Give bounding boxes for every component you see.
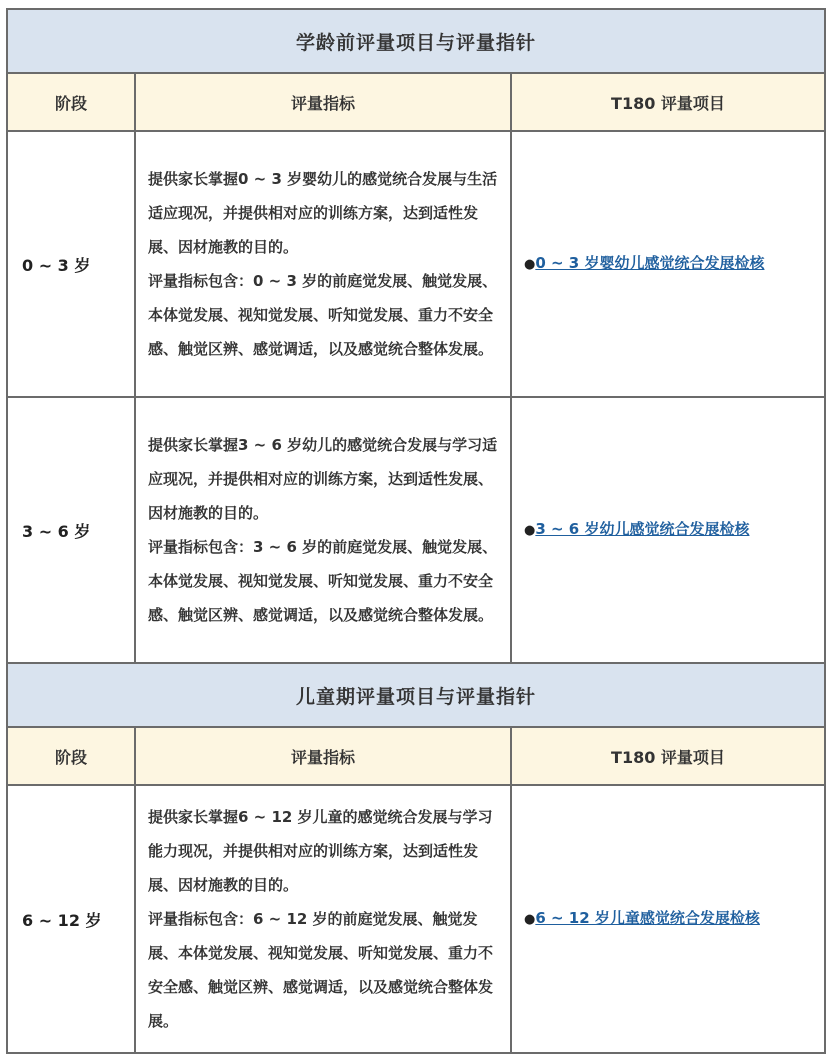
- header-project: T180 评量项目: [511, 727, 825, 785]
- table-row: [7, 131, 825, 397]
- header-stage: 阶段: [7, 73, 135, 131]
- project-cell: [511, 785, 825, 1053]
- indicator-intro: 提供家长掌握3 ~ 6 岁幼儿的感觉统合发展与学习适应现况，并提供相对应的训练方案，达到适性发展、因材施教的目的。: [148, 436, 498, 522]
- indicator-cell: [135, 131, 511, 397]
- project-link[interactable]: 6 ~ 12 岁儿童感觉统合发展检核: [535, 909, 760, 927]
- bullet-icon: ●: [524, 257, 536, 272]
- header-project: T180 评量项目: [511, 73, 825, 131]
- indicator-detail: 评量指标包含：3 ~ 6 岁的前庭觉发展、触觉发展、本体觉发展、视知觉发展、听知觉发展、重力不安全感、触觉区辨、感觉调适，以及感觉统合整体发展。: [148, 538, 498, 624]
- bullet-icon: ●: [524, 912, 536, 927]
- table-row: [7, 397, 825, 663]
- indicator-intro: 提供家长掌握0 ~ 3 岁婴幼儿的感觉统合发展与生活适应现况，并提供相对应的训练方案，达到适性发展、因材施教的目的。: [148, 170, 498, 256]
- section-title: 学龄前评量项目与评量指针: [7, 9, 825, 73]
- table-row: [7, 785, 825, 1053]
- indicator-cell: [135, 785, 511, 1053]
- indicator-cell: [135, 397, 511, 663]
- project-cell: [511, 397, 825, 663]
- childhood-section-table: [6, 662, 826, 1054]
- header-indicator: 评量指标: [135, 727, 511, 785]
- section-title: 儿童期评量项目与评量指针: [7, 663, 825, 727]
- preschool-section-table: [6, 8, 826, 664]
- stage-cell: 6 ~ 12 岁: [7, 785, 135, 1053]
- indicator-intro: 提供家长掌握6 ~ 12 岁儿童的感觉统合发展与学习能力现况，并提供相对应的训练方案，达到适性发展、因材施教的目的。: [148, 808, 493, 894]
- header-indicator: 评量指标: [135, 73, 511, 131]
- project-link[interactable]: 3 ~ 6 岁幼儿感觉统合发展检核: [535, 520, 750, 538]
- bullet-icon: ●: [524, 523, 536, 538]
- project-link[interactable]: 0 ~ 3 岁婴幼儿感觉统合发展检核: [535, 254, 765, 272]
- stage-cell: 0 ~ 3 岁: [7, 131, 135, 397]
- indicator-detail: 评量指标包含：0 ~ 3 岁的前庭觉发展、触觉发展、本体觉发展、视知觉发展、听知觉发展、重力不安全感、触觉区辨、感觉调适，以及感觉统合整体发展。: [148, 272, 498, 358]
- assessment-tables: [6, 8, 824, 1054]
- project-cell: [511, 131, 825, 397]
- indicator-detail: 评量指标包含：6 ~ 12 岁的前庭觉发展、触觉发展、本体觉发展、视知觉发展、听知觉发展、重力不安全感、触觉区辨、感觉调适，以及感觉统合整体发展。: [148, 910, 494, 1030]
- header-stage: 阶段: [7, 727, 135, 785]
- stage-cell: 3 ~ 6 岁: [7, 397, 135, 663]
